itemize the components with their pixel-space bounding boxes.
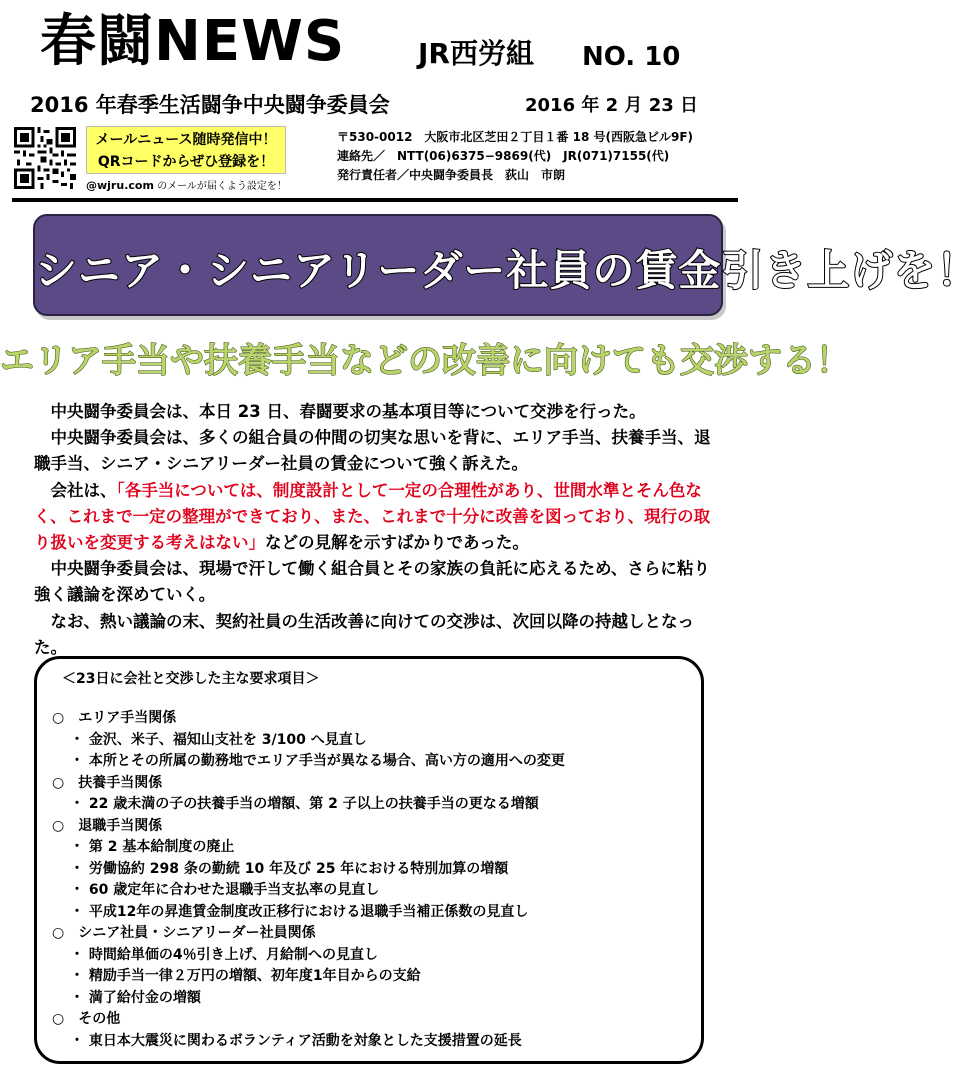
- mail-setup-note: のメールが届くよう設定を！: [157, 181, 287, 192]
- paragraph-5: なお、熱い議論の末、契約社員の生活改善に向けての交渉は、次回以降の持越しとなった。: [34, 611, 694, 657]
- paragraph-2: 中央闘争委員会は、多くの組合員の仲間の切実な思いを背に、エリア手当、扶養手当、退職手当、シニア・シニアリーダー社員の賃金について強く訴えた。: [34, 428, 711, 474]
- newsletter-title: 春闘NEWS: [40, 9, 346, 74]
- issue-date: 2016 年 2 月 23 日: [525, 95, 699, 116]
- promo-line-1: メールニュース随時発信中！: [95, 132, 277, 148]
- category-senior-staff: ○ シニア社員・シニアリーダー社員関係: [52, 925, 316, 941]
- issue-number: NO. 10: [582, 42, 681, 72]
- list-item: ・ 満了給付金の増額: [70, 989, 201, 1006]
- union-name: JR西労組: [418, 37, 534, 70]
- category-area-allowance: ○ エリア手当関係: [52, 710, 177, 726]
- qr-code-icon[interactable]: [14, 127, 76, 189]
- publisher: 発行責任者／中央闘争委員長 荻山 市朗: [337, 168, 566, 182]
- category-other: ○ その他: [52, 1011, 121, 1027]
- list-item: ・ 金沢、米子、福知山支社を 3/100 へ見直し: [70, 731, 367, 748]
- list-item: ・ 第 2 基本給制度の廃止: [70, 839, 235, 855]
- demands-list: [48, 708, 565, 1052]
- headline: シニア・シニアリーダー社員の賃金引き上げを！: [35, 246, 979, 295]
- list-item: ・ 労働協約 298 条の勤続 10 年及び 25 年における特別加算の増額: [70, 860, 509, 877]
- committee-name: 2016 年春季生活闘争中央闘争委員会: [30, 93, 390, 117]
- subheadline: エリア手当や扶養手当などの改善に向けても交渉する！: [0, 341, 850, 381]
- mail-address-note: [86, 177, 287, 192]
- postal-address: 〒530-0012 大阪市北区芝田２丁目１番 18 号(西阪急ビル9F): [337, 130, 693, 144]
- category-family-allowance: ○ 扶養手当関係: [52, 774, 163, 791]
- contact-block: [337, 128, 693, 185]
- list-item: ・ 22 歳未満の子の扶養手当の増額、第 2 子以上の扶養手当の更なる増額: [70, 796, 539, 812]
- promo-line-2: QRコードからぜひ登録を！: [97, 154, 275, 170]
- paragraph-4: 中央闘争委員会は、現場で汗して働く組合員とその家族の負託に応えるため、さらに粘り強く議論を深めていく。: [34, 559, 710, 605]
- list-item: ・ 東日本大震災に関わるボランティア活動を対象とした支援措置の延長: [70, 1032, 522, 1049]
- mail-news-promo: [86, 126, 286, 174]
- company-quote: 「各手当については、制度設計として一定の合理性があり、世間水準とそん色なく、これまで一定の整理ができており、また、これまで十分に改善を図っており、現行の取り扱いを変更する考えはない」: [34, 480, 711, 553]
- paragraph-1: 中央闘争委員会は、本日 23 日、春闘要求の基本項目等について交渉を行った。: [50, 402, 646, 421]
- paragraph-3: 会社は、「各手当については、制度設計として一定の合理性があり、世間水準とそん色なく、これまで一定の整理ができており、また、これまで十分に改善を図っており、現行の取り扱いを変更する考えはない」などの見解を示すばかりであった。: [34, 480, 711, 553]
- header-divider: [12, 198, 738, 202]
- phone-numbers: 連絡先／ NTT(06)6375−9869(代) JR(071)7155(代): [337, 149, 670, 163]
- demands-heading: ＜23日に会社と交渉した主な要求項目＞: [62, 671, 320, 687]
- list-item: ・ 60 歳定年に合わせた退職手当支払率の見直し: [70, 882, 380, 898]
- list-item: ・ 本所とその所属の勤務地でエリア手当が異なる場合、高い方の適用への変更: [70, 753, 565, 769]
- mail-domain[interactable]: @wjru.com: [86, 179, 154, 192]
- list-item: ・ 精励手当一律２万円の増額、初年度1年目からの支給: [70, 968, 421, 984]
- list-item: ・ 平成12年の昇進賃金制度改正移行における退職手当補正係数の見直し: [70, 903, 529, 920]
- headline-banner: [33, 214, 979, 316]
- article-body: [34, 399, 724, 661]
- category-retirement-allowance: ○ 退職手当関係: [52, 817, 163, 834]
- list-item: ・ 時間給単価の4％引き上げ、月給制への見直し: [70, 946, 379, 963]
